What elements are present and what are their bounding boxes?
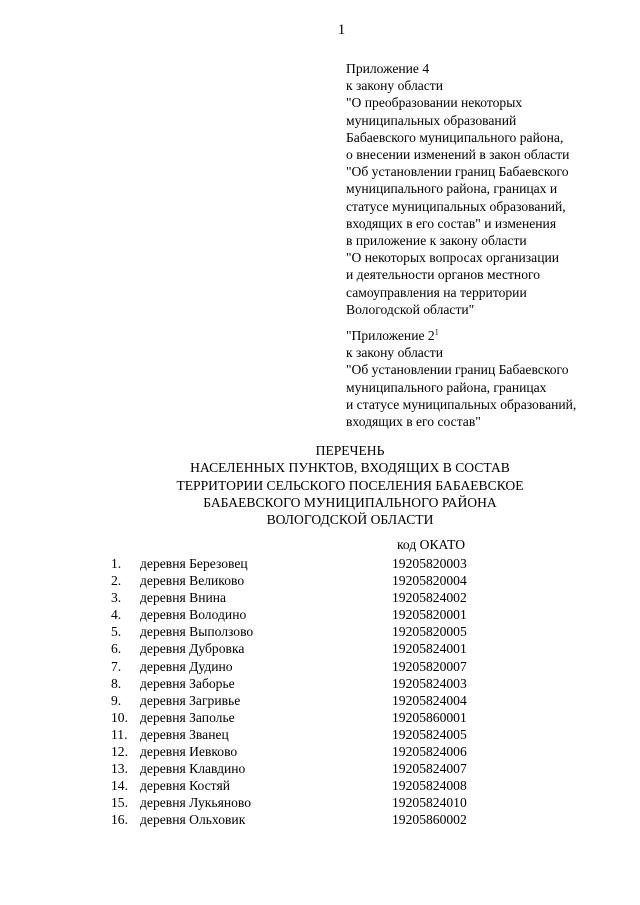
title-line: ТЕРРИТОРИИ СЕЛЬСКОГО ПОСЕЛЕНИЯ БАБАЕВСКОЕ [176, 477, 524, 493]
okato-code: 19205820005 [392, 624, 467, 640]
document-title [120, 442, 580, 528]
row-number: 16. [111, 812, 128, 828]
okato-code: 19205824004 [392, 692, 467, 708]
row-number: 13. [111, 761, 128, 777]
settlement-name: деревня Лукьяново [140, 795, 252, 811]
table-row [111, 726, 531, 743]
annex-line: "Об установлении границ Бабаевского [346, 164, 569, 180]
settlement-name: деревня Володино [140, 607, 247, 623]
annex-line: и деятельности органов местного [346, 267, 541, 283]
okato-code: 19205824002 [392, 590, 467, 606]
okato-code: 19205824006 [392, 744, 467, 760]
table-row [111, 794, 531, 811]
table-row [111, 760, 531, 777]
settlement-name: деревня Внина [140, 590, 227, 606]
annex-header [346, 60, 636, 318]
title-line: НАСЕЛЕННЫХ ПУНКТОВ, ВХОДЯЩИХ В СОСТАВ [190, 460, 510, 476]
annex-line: "О некоторых вопросах организации [346, 250, 560, 266]
table-row [111, 675, 531, 692]
table-row [111, 777, 531, 794]
okato-code: 19205820003 [392, 556, 467, 571]
settlement-name: деревня Дубровка [140, 641, 245, 657]
settlement-name: деревня Званец [140, 726, 229, 742]
table-row [111, 606, 531, 623]
settlement-name: деревня Костяй [140, 778, 230, 794]
table-row [111, 623, 531, 640]
okato-code: 19205860002 [392, 812, 467, 828]
row-number: 4. [111, 607, 122, 623]
row-number: 6. [111, 641, 122, 657]
annex-line: к закону области [346, 78, 444, 94]
title-line: ПЕРЕЧЕНЬ [315, 443, 385, 458]
row-number: 7. [111, 658, 122, 674]
annex-line: статусе муниципальных образований, [346, 198, 566, 214]
row-number: 9. [111, 692, 122, 708]
settlement-name: деревня Выползово [140, 624, 254, 640]
annex-line: входящих в его состав" и изменения [346, 215, 557, 231]
okato-column-header: код ОКАТО [397, 537, 466, 552]
row-number: 5. [111, 624, 122, 640]
settlement-list [111, 555, 531, 829]
okato-code: 19205820004 [392, 573, 467, 589]
settlement-name: деревня Загривье [140, 692, 241, 708]
settlement-name: деревня Заборье [140, 675, 235, 691]
annex-line: Вологодской области" [346, 301, 475, 317]
annex-line: самоуправления на территории [346, 284, 527, 300]
row-number: 3. [111, 590, 122, 606]
row-number: 10. [111, 709, 128, 725]
annex-line: муниципальных образований [346, 112, 517, 128]
page-number: 1 [337, 22, 346, 38]
quoted-annex-line: входящих в его состав" [346, 414, 481, 430]
okato-code: 19205824007 [392, 761, 467, 777]
quoted-annex-line: "Об установлении границ Бабаевского [346, 362, 569, 378]
quoted-annex-header [346, 327, 636, 430]
settlement-name: деревня Заполье [140, 709, 235, 725]
quoted-annex-line: муниципального района, границах [346, 379, 547, 395]
row-number: 2. [111, 573, 122, 589]
annex-line: Приложение 4 [346, 61, 430, 76]
table-row [111, 709, 531, 726]
okato-code: 19205824001 [392, 641, 467, 657]
settlement-name: деревня Березовец [140, 556, 248, 571]
quoted-annex-first-line [346, 327, 636, 344]
settlement-name: деревня Дудино [140, 658, 233, 674]
okato-code: 19205860001 [392, 709, 467, 725]
table-row [111, 811, 531, 828]
okato-code: 19205824008 [392, 778, 467, 794]
okato-code: 19205824010 [392, 795, 467, 811]
okato-code: 19205820007 [392, 658, 467, 674]
row-number: 8. [111, 675, 122, 691]
table-row [111, 692, 531, 709]
row-number: 1. [111, 556, 122, 571]
annex-line: в приложение к закону области [346, 233, 527, 249]
table-row [111, 555, 531, 572]
annex-line: о внесении изменений в закон области [346, 147, 570, 163]
okato-code: 19205824005 [392, 726, 467, 742]
superscript-index: 1 [434, 327, 439, 337]
annex-line: Бабаевского муниципального района, [346, 129, 564, 145]
row-number: 12. [111, 744, 128, 760]
quoted-annex-line: и статусе муниципальных образований, [346, 396, 577, 412]
title-line: ВОЛОГОДСКОЙ ОБЛАСТИ [266, 512, 434, 528]
table-row [111, 589, 531, 606]
okato-code: 19205820001 [392, 607, 467, 623]
settlement-name: деревня Великово [140, 573, 245, 589]
settlement-name: деревня Иевково [140, 744, 238, 760]
okato-code: 19205824003 [392, 675, 467, 691]
settlement-name: деревня Клавдино [140, 761, 246, 777]
row-number: 11. [111, 726, 128, 742]
table-row [111, 572, 531, 589]
quoted-annex-line: к закону области [346, 345, 444, 361]
row-number: 15. [111, 795, 128, 811]
annex-line: "О преобразовании некоторых [346, 95, 523, 111]
table-row [111, 743, 531, 760]
table-row [111, 640, 531, 657]
annex-line: муниципального района, границах и [346, 181, 558, 197]
quoted-annex-title: "Приложение 2 [346, 328, 435, 343]
row-number: 14. [111, 778, 128, 794]
title-line: БАБАЕВСКОГО МУНИЦИПАЛЬНОГО РАЙОНА [203, 494, 497, 510]
settlement-name: деревня Ольховик [140, 812, 246, 828]
table-row [111, 658, 531, 675]
